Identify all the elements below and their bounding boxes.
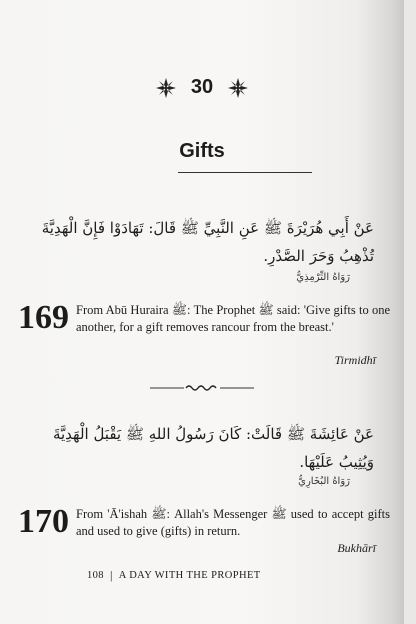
hadith-english-text: From 'Ā'ishah ﷺ: Allah's Messenger ﷺ used to accept gifts and used to give (gifts) in return. — [76, 507, 391, 538]
hadith-arabic-text — [24, 214, 374, 270]
footer-separator: | — [109, 568, 113, 582]
hadith-source: Bukhārī — [337, 541, 376, 555]
hadith-number: 170 — [18, 503, 69, 540]
hadith-english-text: From Abū Huraira ﷺ: The Prophet ﷺ said: 'Give gifts to one another, for a gift removes rancour from the breast.' — [76, 303, 390, 334]
arabic-line: وَيُثِيبُ عَلَيْهَا. — [299, 453, 374, 471]
chapter-title: Gifts — [179, 140, 225, 162]
hadith-source: Tirmidhī — [334, 353, 376, 367]
hadith-number: 169 — [18, 299, 69, 336]
arabic-source: رَوَاهُ التِّرْمِذِيُّ — [296, 272, 350, 283]
title-underline — [178, 172, 312, 173]
page-number: 108 — [87, 570, 104, 581]
ornamental-divider — [150, 384, 254, 392]
flower-ornament-icon — [227, 77, 249, 99]
arabic-line: تُذْهِبُ وَحَرَ الصَّدْرِ. — [263, 247, 374, 265]
arabic-line: عَنْ أَبِي هُرَيْرَةَ ﷺ عَنِ النَّبِيِّ ﷺ قَالَ: تَهَادَوْا فَإِنَّ الْهَدِيَّةَ — [41, 219, 374, 237]
arabic-line: عَنْ عَائِشَةَ ﷺ قَالَتْ: كَانَ رَسُولُ اللهِ ﷺ يَقْبَلُ الْهَدِيَّةَ — [52, 425, 374, 443]
flower-ornament-icon — [155, 77, 177, 99]
arabic-source: رَوَاهُ البُخَارِيُّ — [298, 476, 350, 487]
book-title: A DAY WITH THE PROPHET — [118, 570, 261, 581]
hadith-arabic-text — [24, 420, 374, 476]
chapter-number: 30 — [190, 76, 214, 98]
chapter-heading — [0, 76, 404, 99]
page-footer — [87, 568, 261, 583]
